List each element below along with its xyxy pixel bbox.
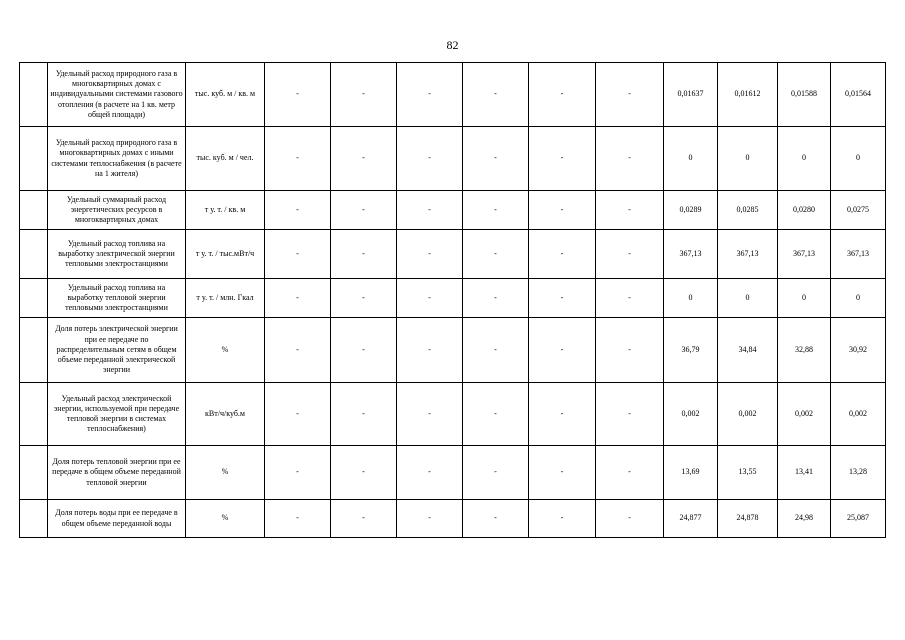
value-cell: 24,877 bbox=[664, 500, 718, 538]
value-cell: 0,0285 bbox=[718, 191, 778, 230]
empty-value-cell: - bbox=[596, 279, 664, 318]
empty-value-cell: - bbox=[596, 127, 664, 191]
empty-value-cell: - bbox=[265, 230, 331, 279]
value-cell: 0,0280 bbox=[778, 191, 831, 230]
empty-value-cell: - bbox=[265, 318, 331, 383]
table-row bbox=[20, 318, 886, 383]
table-row bbox=[20, 191, 886, 230]
unit-cell: т у. т. / тыс.мВт/ч bbox=[186, 230, 265, 279]
table-row bbox=[20, 446, 886, 500]
empty-value-cell: - bbox=[529, 279, 596, 318]
empty-value-cell: - bbox=[596, 230, 664, 279]
indicator-name-cell: Удельный расход природного газа в многоквартирных домах с индивидуальными системами газового отопления (в расчете на 1 кв. метр общей площади) bbox=[48, 63, 186, 127]
unit-cell: кВт/ч/куб.м bbox=[186, 383, 265, 446]
unit-cell: тыс. куб. м / чел. bbox=[186, 127, 265, 191]
indicator-name-cell: Удельный расход электрической энергии, используемой при передаче тепловой энергии в системах теплоснабжения) bbox=[48, 383, 186, 446]
empty-value-cell: - bbox=[265, 191, 331, 230]
empty-value-cell: - bbox=[331, 318, 397, 383]
empty-value-cell: - bbox=[463, 500, 529, 538]
empty-value-cell: - bbox=[397, 191, 463, 230]
empty-value-cell: - bbox=[529, 318, 596, 383]
unit-cell: т у. т. / кв. м bbox=[186, 191, 265, 230]
empty-value-cell: - bbox=[596, 63, 664, 127]
empty-value-cell: - bbox=[397, 383, 463, 446]
empty-value-cell: - bbox=[397, 500, 463, 538]
empty-value-cell: - bbox=[331, 446, 397, 500]
empty-value-cell: - bbox=[397, 127, 463, 191]
indicator-name-cell: Удельный расход природного газа в многоквартирных домах с иными системами теплоснабжения (в расчете на 1 жителя) bbox=[48, 127, 186, 191]
indicator-name-cell: Доля потерь электрической энергии при ее передаче по распределительным сетям в общем объеме переданной электрической энергии bbox=[48, 318, 186, 383]
empty-value-cell: - bbox=[463, 127, 529, 191]
empty-value-cell: - bbox=[463, 279, 529, 318]
value-cell: 32,88 bbox=[778, 318, 831, 383]
value-cell: 367,13 bbox=[664, 230, 718, 279]
value-cell: 24,878 bbox=[718, 500, 778, 538]
empty-value-cell: - bbox=[463, 191, 529, 230]
value-cell: 0 bbox=[664, 127, 718, 191]
empty-value-cell: - bbox=[331, 500, 397, 538]
value-cell: 13,41 bbox=[778, 446, 831, 500]
table-row bbox=[20, 230, 886, 279]
empty-value-cell: - bbox=[265, 127, 331, 191]
empty-value-cell: - bbox=[529, 127, 596, 191]
value-cell: 367,13 bbox=[718, 230, 778, 279]
value-cell: 0,01564 bbox=[831, 63, 886, 127]
empty-value-cell: - bbox=[529, 446, 596, 500]
unit-cell: тыс. куб. м / кв. м bbox=[186, 63, 265, 127]
empty-value-cell: - bbox=[397, 446, 463, 500]
value-cell: 0,002 bbox=[664, 383, 718, 446]
value-cell: 0,0289 bbox=[664, 191, 718, 230]
value-cell: 0 bbox=[718, 127, 778, 191]
empty-value-cell: - bbox=[463, 383, 529, 446]
empty-value-cell: - bbox=[331, 127, 397, 191]
row-number-cell bbox=[20, 279, 48, 318]
empty-value-cell: - bbox=[397, 318, 463, 383]
value-cell: 367,13 bbox=[831, 230, 886, 279]
empty-value-cell: - bbox=[331, 383, 397, 446]
value-cell: 0,01637 bbox=[664, 63, 718, 127]
row-number-cell bbox=[20, 127, 48, 191]
value-cell: 0 bbox=[664, 279, 718, 318]
indicator-name-cell: Доля потерь тепловой энергии при ее передаче в общем объеме переданной тепловой энергии bbox=[48, 446, 186, 500]
value-cell: 0 bbox=[718, 279, 778, 318]
empty-value-cell: - bbox=[596, 191, 664, 230]
indicator-name-cell: Удельный расход топлива на выработку тепловой энергии тепловыми электростанциями bbox=[48, 279, 186, 318]
unit-cell: % bbox=[186, 318, 265, 383]
empty-value-cell: - bbox=[529, 63, 596, 127]
row-number-cell bbox=[20, 383, 48, 446]
unit-cell: % bbox=[186, 446, 265, 500]
empty-value-cell: - bbox=[397, 63, 463, 127]
empty-value-cell: - bbox=[397, 230, 463, 279]
row-number-cell bbox=[20, 318, 48, 383]
value-cell: 13,28 bbox=[831, 446, 886, 500]
value-cell: 0,01612 bbox=[718, 63, 778, 127]
row-number-cell bbox=[20, 500, 48, 538]
empty-value-cell: - bbox=[596, 383, 664, 446]
table-row bbox=[20, 500, 886, 538]
table-row bbox=[20, 127, 886, 191]
value-cell: 0 bbox=[831, 279, 886, 318]
empty-value-cell: - bbox=[331, 63, 397, 127]
page-number: 82 bbox=[446, 38, 459, 52]
unit-cell: % bbox=[186, 500, 265, 538]
value-cell: 0 bbox=[778, 127, 831, 191]
value-cell: 30,92 bbox=[831, 318, 886, 383]
empty-value-cell: - bbox=[596, 446, 664, 500]
value-cell: 0 bbox=[831, 127, 886, 191]
indicators-table bbox=[19, 62, 886, 538]
indicator-name-cell: Доля потерь воды при ее передаче в общем объеме переданной воды bbox=[48, 500, 186, 538]
row-number-cell bbox=[20, 191, 48, 230]
empty-value-cell: - bbox=[331, 230, 397, 279]
empty-value-cell: - bbox=[265, 383, 331, 446]
table-row bbox=[20, 279, 886, 318]
table-row bbox=[20, 63, 886, 127]
empty-value-cell: - bbox=[331, 191, 397, 230]
empty-value-cell: - bbox=[463, 318, 529, 383]
value-cell: 36,79 bbox=[664, 318, 718, 383]
empty-value-cell: - bbox=[463, 446, 529, 500]
value-cell: 34,84 bbox=[718, 318, 778, 383]
value-cell: 0,002 bbox=[718, 383, 778, 446]
value-cell: 0,0275 bbox=[831, 191, 886, 230]
empty-value-cell: - bbox=[331, 279, 397, 318]
empty-value-cell: - bbox=[397, 279, 463, 318]
value-cell: 367,13 bbox=[778, 230, 831, 279]
empty-value-cell: - bbox=[596, 500, 664, 538]
empty-value-cell: - bbox=[596, 318, 664, 383]
empty-value-cell: - bbox=[265, 500, 331, 538]
value-cell: 0,002 bbox=[778, 383, 831, 446]
table-body bbox=[20, 63, 886, 538]
value-cell: 13,55 bbox=[718, 446, 778, 500]
value-cell: 24,98 bbox=[778, 500, 831, 538]
empty-value-cell: - bbox=[265, 446, 331, 500]
value-cell: 25,087 bbox=[831, 500, 886, 538]
value-cell: 0 bbox=[778, 279, 831, 318]
empty-value-cell: - bbox=[529, 230, 596, 279]
value-cell: 0,01588 bbox=[778, 63, 831, 127]
empty-value-cell: - bbox=[529, 383, 596, 446]
empty-value-cell: - bbox=[529, 500, 596, 538]
row-number-cell bbox=[20, 230, 48, 279]
row-number-cell bbox=[20, 63, 48, 127]
indicator-name-cell: Удельный суммарный расход энергетических ресурсов в многоквартирных домах bbox=[48, 191, 186, 230]
empty-value-cell: - bbox=[265, 279, 331, 318]
value-cell: 0,002 bbox=[831, 383, 886, 446]
empty-value-cell: - bbox=[529, 191, 596, 230]
empty-value-cell: - bbox=[463, 63, 529, 127]
empty-value-cell: - bbox=[463, 230, 529, 279]
row-number-cell bbox=[20, 446, 48, 500]
unit-cell: т у. т. / млн. Гкал bbox=[186, 279, 265, 318]
table-row bbox=[20, 383, 886, 446]
indicator-name-cell: Удельный расход топлива на выработку электрической энергии тепловыми электростанциями bbox=[48, 230, 186, 279]
value-cell: 13,69 bbox=[664, 446, 718, 500]
empty-value-cell: - bbox=[265, 63, 331, 127]
